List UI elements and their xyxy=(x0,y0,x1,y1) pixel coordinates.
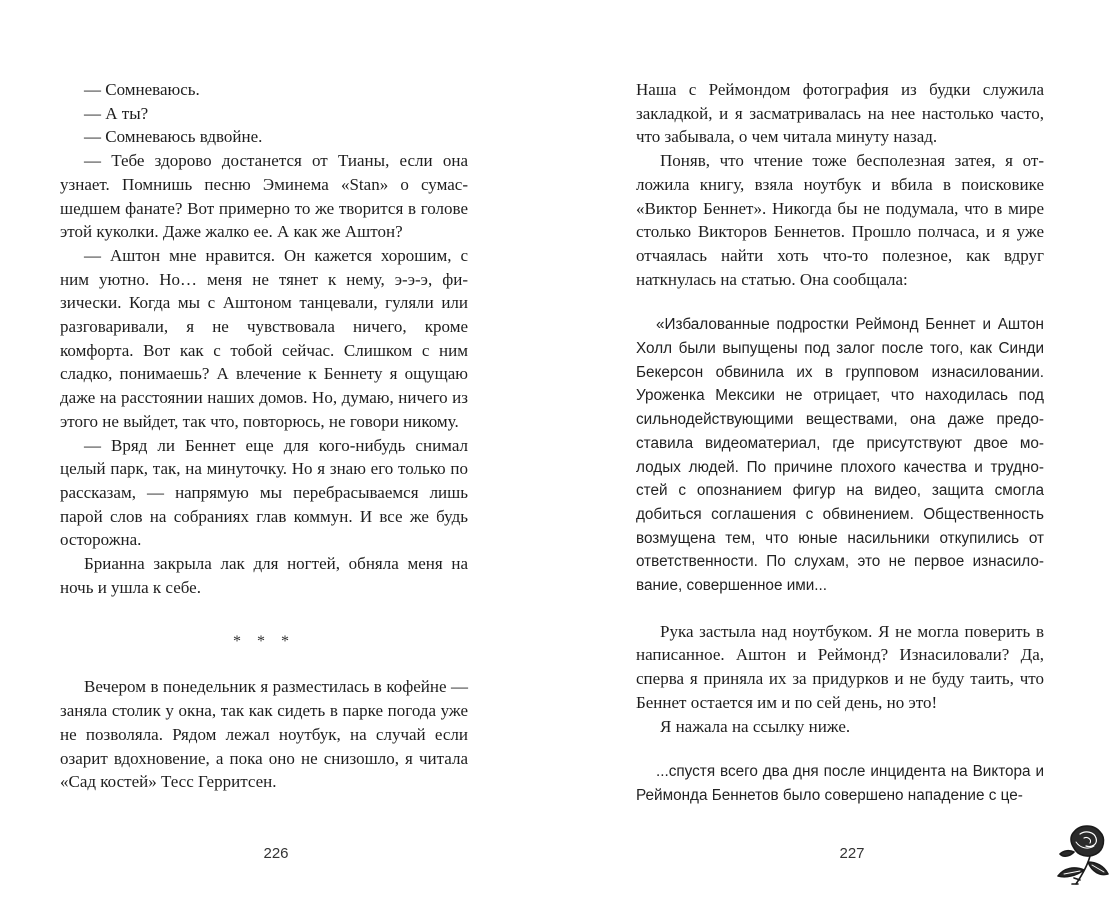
paragraph: — А ты? xyxy=(84,103,149,123)
paragraph: — Аштон мне нравится. Он кажется хорошим, с ним уютно. Но… меня не тянет к нему, э-э-э, физически. Когда мы с Аштоном танцевали, гуляли или разговаривали, я не чувствовала ничего, кроме комфорта. Вот как с тобой сейчас. Слишком с ним сладко, понимаешь? А влечение к Беннету я ощущаю даже на расстоянии наших домов. Но, думаю, ничего из этого не выйдет, так что, повторюсь, не говори никому. xyxy=(60,245,468,431)
rose-icon xyxy=(1050,818,1116,890)
right-text-column xyxy=(636,78,1044,808)
paragraph: Наша с Реймондом фотография из будки служила закладкой, и я засматривалась на нее настолько часто, что забывала, о чем читала минуту назад. xyxy=(636,80,1044,147)
section-separator: * * * xyxy=(233,633,295,651)
paragraph: Рука застыла над ноутбуком. Я не могла поверить в написанное. Аштон и Реймонд? Изнасиловали? Да, сперва я приняла их за придурков и не буду таить, что Беннет остается им и по сей день, но это! xyxy=(636,621,1044,712)
paragraph: Поняв, что чтение тоже бесполезная затея, я отложила книгу, взяла ноутбук и вбила в поисковике «Виктор Беннет». Никогда бы не подумала, что в мире столько Викторов Беннетов. Прошло полчаса, и я уже отчаялась найти хоть что-то полезное, как вдруг наткнулась на статью. Она сообщала: xyxy=(636,151,1044,289)
paragraph: — Сомневаюсь вдвойне. xyxy=(84,127,263,147)
paragraph: — Сомневаюсь. xyxy=(84,80,200,99)
left-text-column xyxy=(60,78,468,794)
paragraph: Я нажала на ссылку ниже. xyxy=(660,716,851,736)
article-quote: «Избалованные подростки Реймонд Беннет и Аштон Холл были выпущены под залог после того, как Синди Бекерсон обвинила их в групповом изнасиловании. Уроженка Мексики не отрицает, что находилась под сильнодействующими веществами, она даже предоставила видеоматериал, где присутствуют двое молодых людей. По причине плохого качества и трудностей с опознанием фигур на видео, защита смогла добиться соглашения с обвинением. Общественность возмущена тем, что юные насильники откупились от ответственности. По слухам, это не первое изнасилование, совершенное ими... xyxy=(636,316,1044,595)
page-number-left: 226 xyxy=(263,845,289,862)
paragraph: Брианна закрыла лак для ногтей, обняла меня на ночь и ушла к себе. xyxy=(60,554,468,597)
paragraph: Вечером в понедельник я разместилась в кофейне — заняла столик у окна, так как сидеть в парке погода уже не позволяла. Рядом лежал ноутбук, на случай если озарит вдохновение, а пока оно не снизошло, я читала «Сад костей» Тесс Герритсен. xyxy=(60,677,468,792)
page-number-right: 227 xyxy=(839,845,865,862)
paragraph: — Вряд ли Беннет еще для кого-нибудь снимал целый парк, так, на минуточку. Но я знаю его только по рассказам, — напрямую мы перебрасываемся лишь парой слов на собраниях глав коммун. И все же будь осторожна. xyxy=(60,435,468,550)
right-page xyxy=(560,0,1120,900)
article-quote: ...спустя всего два дня после инцидента на Виктора и Реймонда Беннетов было совершено нападение с це- xyxy=(636,763,1044,804)
paragraph: — Тебе здорово достанется от Тианы, если она узнает. Помнишь песню Эминема «Stan» о сумасшедшем фанате? Вот примерно то же творится в голове этой куколки. Даже жалко ее. А как же Аштон? xyxy=(60,151,468,242)
